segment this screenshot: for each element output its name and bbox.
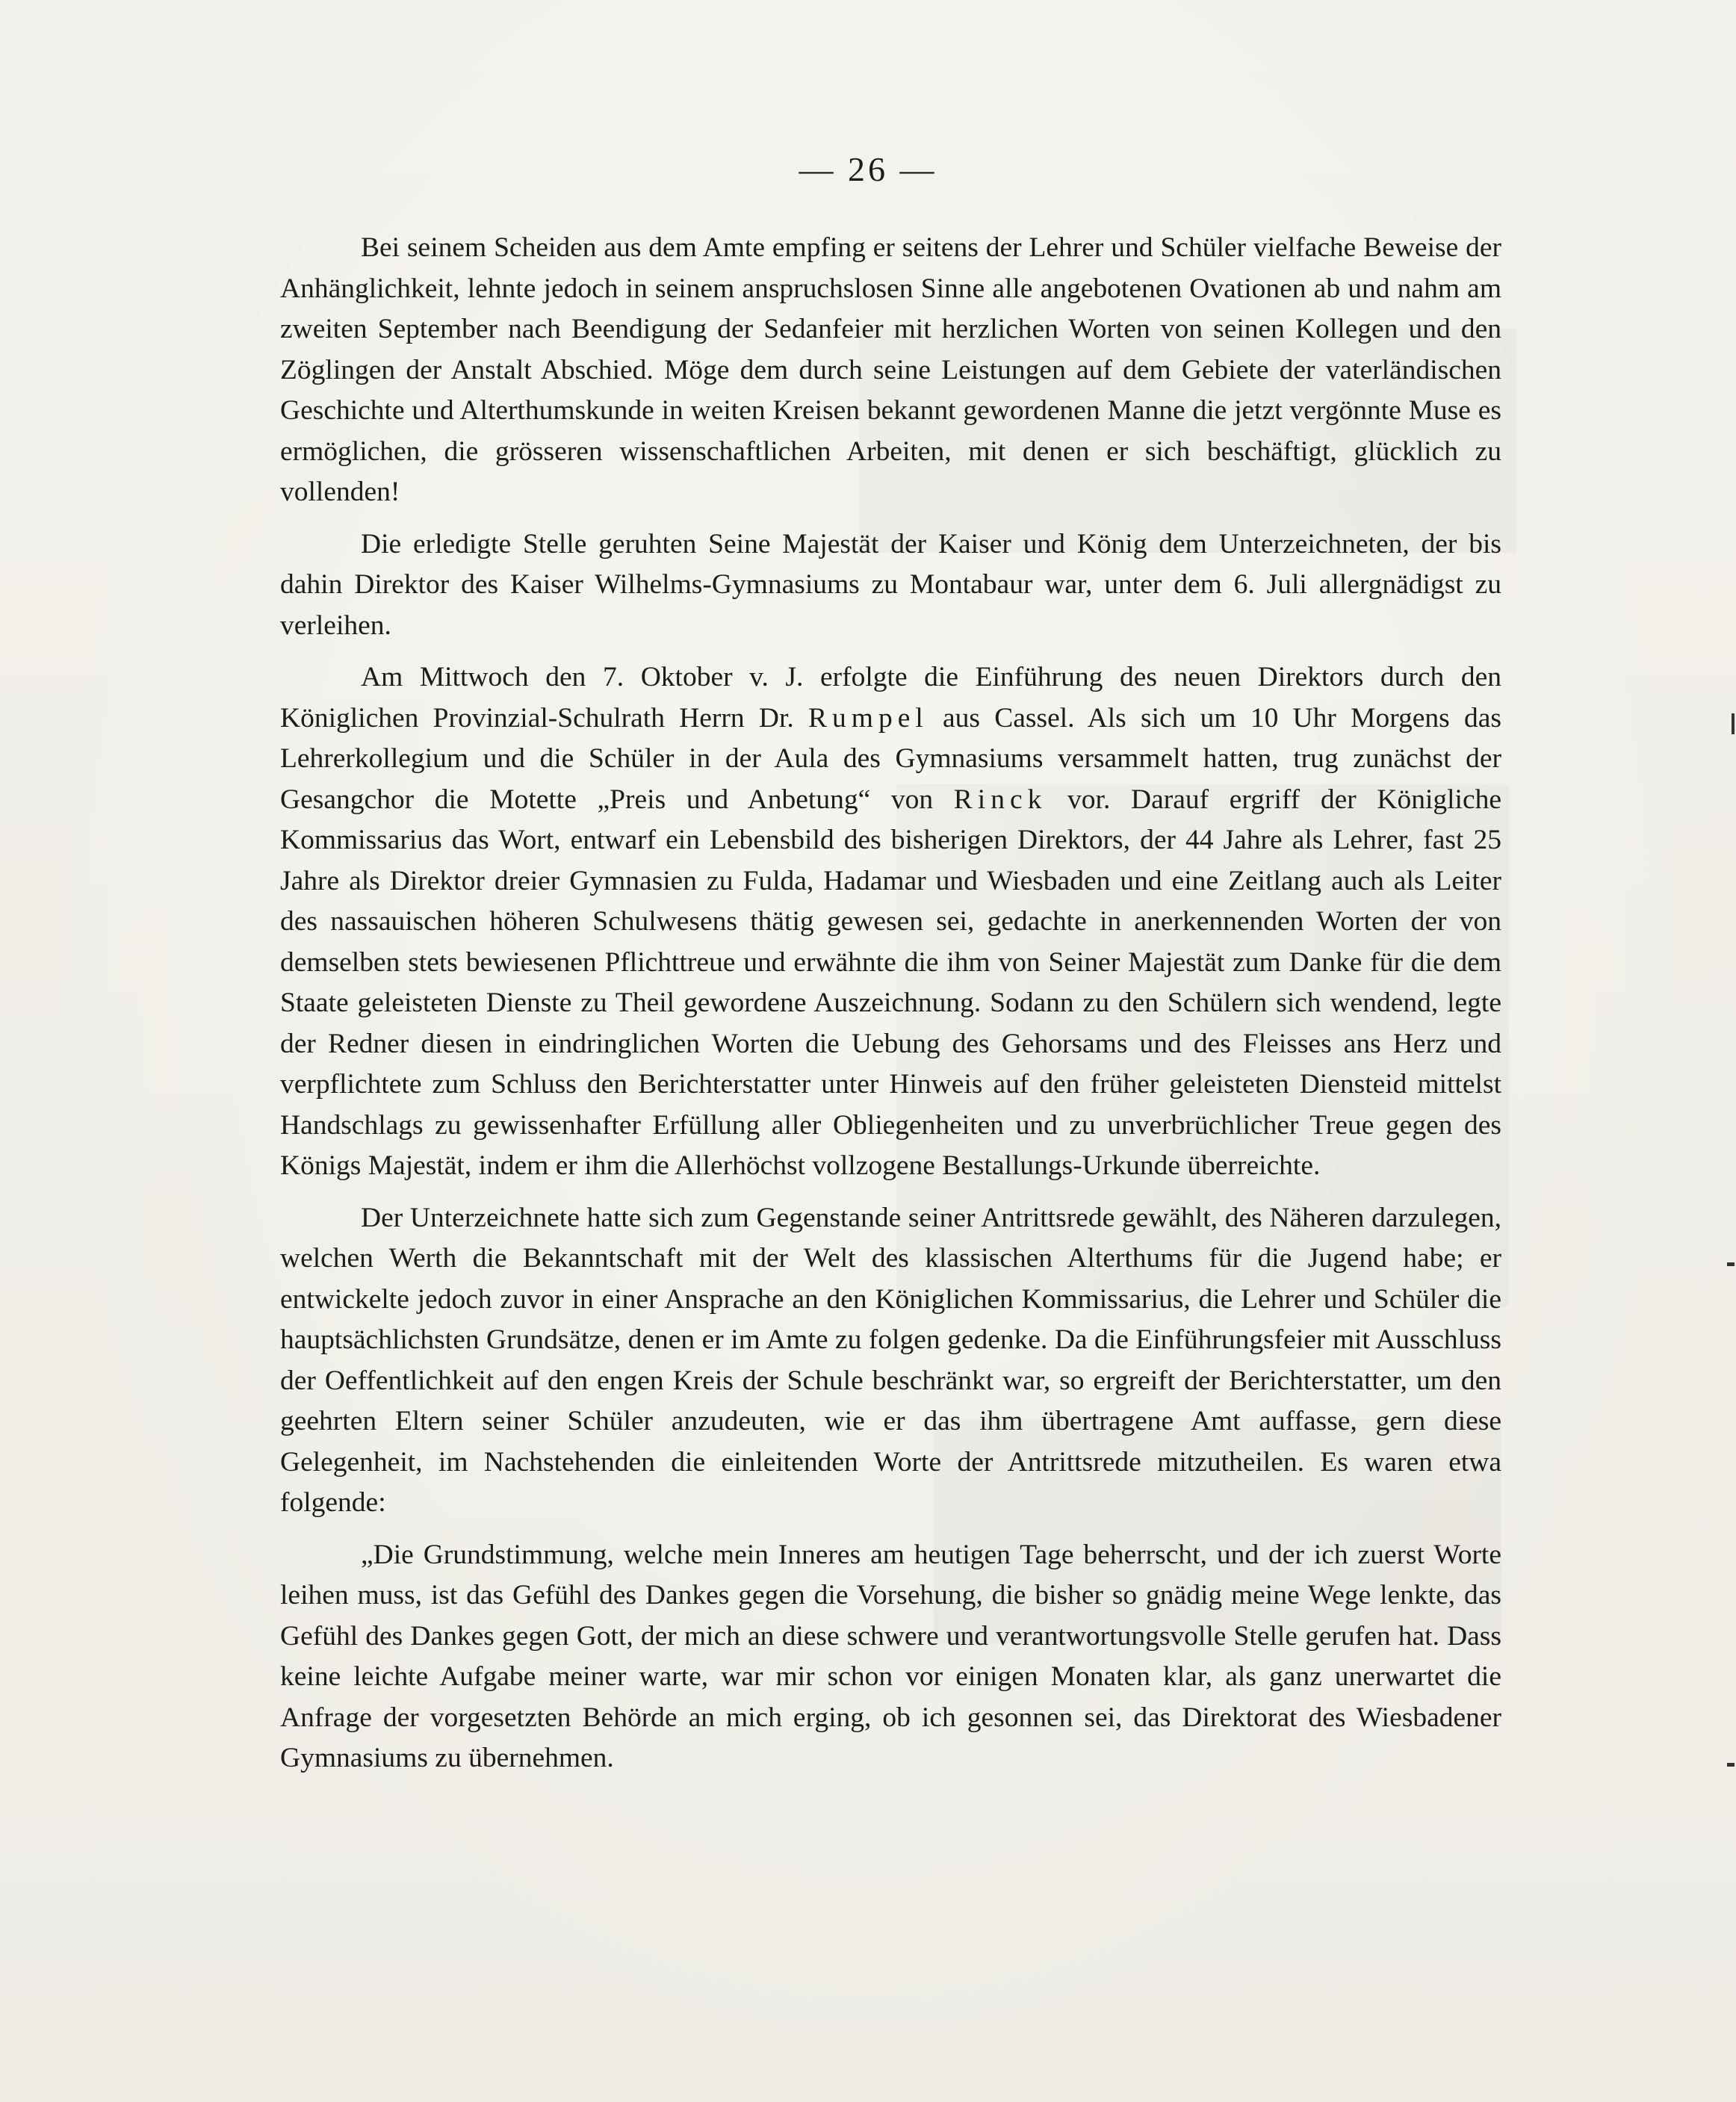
margin-mark bbox=[1727, 1763, 1735, 1767]
text-run: Am Mittwoch den 7. Oktober v. J. erfolgte die Einführung des neuen Direktors durch den Königlichen Provinzial-Schulrath Herrn Dr. bbox=[280, 662, 1501, 734]
paragraph bbox=[280, 657, 1501, 1187]
paragraph: Die erledigte Stelle geruhten Seine Majestät der Kaiser und König dem Unterzeichneten, der bis dahin Direktor des Kaiser Wilhelms-Gymnasiums zu Montabaur war, unter dem 6. Juli allergnädigst zu verleihen. bbox=[280, 528, 1501, 641]
page-number: — 26 — bbox=[799, 150, 937, 188]
paragraph: „Die Grundstimmung, welche mein Inneres am heutigen Tage beherrscht, und der ich zuerst Worte leihen muss, ist das Gefühl des Dankes gegen die Vorsehung, die bisher so gnädig meine Wege lenkte, das Gefühl des Dankes gegen Gott, der mich an diese schwere und verantwortungsvolle Stelle gerufen hat. Dass keine leichte Aufgabe meiner warte, war mir schon vor einigen Monaten klar, als ganz unerwartet die Anfrage der vorgesetzten Behörde an mich erging, ob ich gesonnen sei, das Direktorat des Wiesbadener Gymnasiums zu übernehmen. bbox=[280, 1539, 1501, 1773]
text-run: vor. Darauf ergriff der Königliche Kommissarius das Wort, entwarf ein Lebensbild des bisherigen Direktors, der 44 Jahre als Lehrer, fast 25 Jahre als Direktor dreier Gymnasien zu Fulda, Hadamar und Wiesbaden und eine Zeitlang auch als Leiter des nassauischen höheren Schulwesens thätig gewesen sei, gedachte in anerkennenden Worten der von demselben stets bewiesenen Pflichttreue und erwähnte die ihm von Seiner Majestät zum Danke für die dem Staate geleisteten Dienste zu Theil gewordene Auszeichnung. Sodann zu den Schülern sich wendend, legte der Redner diesen in eindringlichen Worten die Uebung des Gehorsams und des Fleisses ans Herz und verpflichtete zum Schluss den Berichterstatter unter Hinweis auf den früher geleisteten Diensteid mittelst Handschlags zu gewissenhafter Erfüllung aller Obliegenheiten und zu unverbrüchlicher Treue gegen des Königs Majestät, indem er ihm die Allerhöchst vollzogene Bestallungs-Urkunde überreichte. bbox=[280, 784, 1501, 1181]
text-run: aus Cassel. Als sich um 10 Uhr Morgens das Lehrerkollegium und die Schüler in der Aula des Gymnasiums versammelt hatten, trug zunächst der Gesangchor die Motette „Preis und Anbetung“ von bbox=[280, 702, 1501, 815]
body-text bbox=[280, 228, 1501, 1791]
margin-mark bbox=[1732, 713, 1735, 734]
person-name: Rumpel bbox=[808, 702, 929, 734]
paragraph: Bei seinem Scheiden aus dem Amte empfing er seitens der Lehrer und Schüler vielfache Beweise der Anhänglichkeit, lehnte jedoch in seinem anspruchslosen Sinne alle angebotenen Ovationen ab und nahm am zweiten September nach Beendigung der Sedanfeier mit herzlichen Worten von seinen Kollegen und den Zöglingen der Anstalt Abschied. Möge dem durch seine Leistungen auf dem Gebiete der vaterländischen Geschichte und Alterthumskunde in weiten Kreisen bekannt gewordenen Manne die jetzt vergönnte Muse es ermöglichen, die grösseren wissenschaftlichen Arbeiten, mit denen er sich beschäftigt, glücklich zu vollenden! bbox=[280, 232, 1501, 507]
person-name: Rinck bbox=[953, 784, 1047, 815]
paragraph: Der Unterzeichnete hatte sich zum Gegenstande seiner Antrittsrede gewählt, des Näheren darzulegen, welchen Werth die Bekanntschaft mit der Welt des klassischen Alterthums für die Jugend habe; er entwickelte jedoch zuvor in einer Ansprache an den Königlichen Kommissarius, die Lehrer und Schüler die hauptsächlichsten Grundsätze, denen er im Amte zu folgen gedenke. Da die Einführungsfeier mit Ausschluss der Oeffentlichkeit auf den engen Kreis der Schule beschränkt war, so ergreift der Berichterstatter, um den geehrten Eltern seiner Schüler anzudeuten, wie er das ihm übertragene Amt auffasse, gern diese Gelegenheit, im Nachstehenden die einleitenden Worte der Antrittsrede mitzutheilen. Es waren etwa folgende: bbox=[280, 1202, 1501, 1518]
margin-mark bbox=[1727, 1262, 1735, 1266]
